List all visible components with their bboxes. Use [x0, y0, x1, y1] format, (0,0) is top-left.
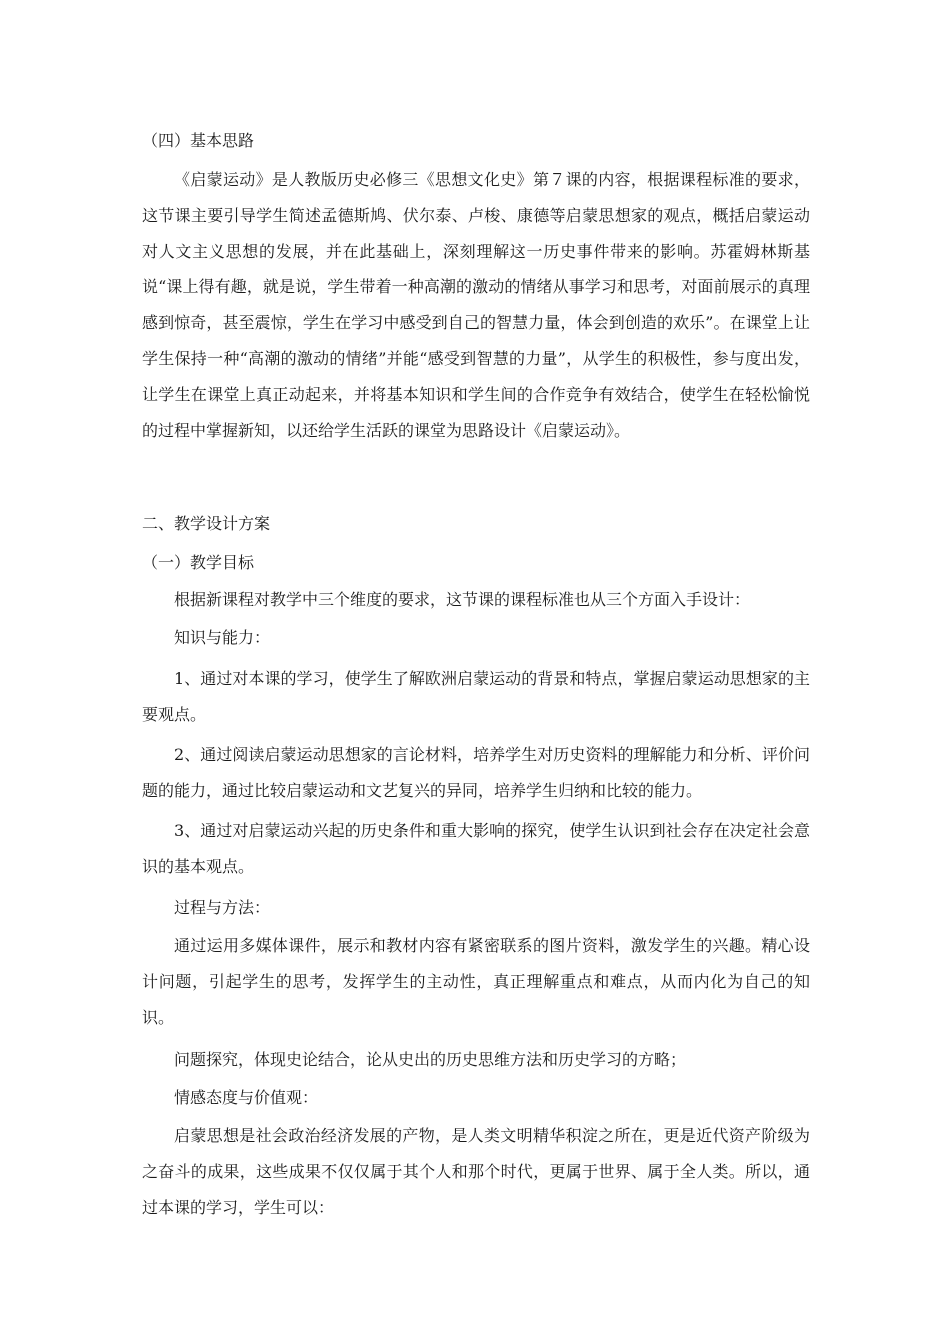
inquiry-paragraph: 问题探究，体现史论结合，论从史出的历史思维方法和历史学习的方略； — [174, 1050, 687, 1069]
goal-item-3: 3、通过对启蒙运动兴起的历史条件和重大影响的探究，使学生认识到社会存在决定社会意识的基本观点。 — [142, 821, 810, 876]
goals-intro: 根据新课程对教学中三个维度的要求，这节课的课程标准也从三个方面入手设计： — [174, 590, 751, 609]
part-two-heading: 二、教学设计方案 — [142, 514, 271, 533]
emotion-value-title: 情感态度与价值观： — [174, 1088, 319, 1107]
teaching-goals-heading: （一）教学目标 — [142, 553, 255, 572]
section-four-heading: （四）基本思路 — [142, 131, 255, 150]
section-four-paragraph: 《启蒙运动》是人教版历史必修三《思想文化史》第７课的内容，根据课程标准的要求，这节课主要引导学生简述孟德斯鸠、伏尔泰、卢梭、康德等启蒙思想家的观点，概括启蒙运动对人文主义思想的发展，并在此基础上，深刻理解这一历史事件带来的影响。苏霍姆林斯基说“课上得有趣，就是说，学生带着一种高潮的激动的情绪从事学习和思考，对面前展示的真理感到惊奇，甚至震惊，学生在学习中感受到自己的智慧力量，体会到创造的欢乐”。在课堂上让学生保持一种“高潮的激动的情绪”并能“感受到智慧的力量”，从学生的积极性，参与度出发，让学生在课堂上真正动起来，并将基本知识和学生间的合作竞争有效结合，使学生在轻松愉悦的过程中掌握新知，以还给学生活跃的课堂为思路设计《启蒙运动》。 — [142, 170, 810, 440]
goal-item-2: 2、通过阅读启蒙运动思想家的言论材料，培养学生对历史资料的理解能力和分析、评价问题的能力，通过比较启蒙运动和文艺复兴的异同，培养学生归纳和比较的能力。 — [142, 745, 810, 800]
knowledge-ability-title: 知识与能力： — [174, 628, 271, 647]
emotion-value-paragraph: 启蒙思想是社会政治经济发展的产物，是人类文明精华积淀之所在，更是近代资产阶级为之奋斗的成果，这些成果不仅仅属于其个人和那个时代，更属于世界、属于全人类。所以，通过本课的学习，学生可以： — [142, 1126, 810, 1217]
process-method-paragraph: 通过运用多媒体课件，展示和教材内容有紧密联系的图片资料，激发学生的兴趣。精心设计问题，引起学生的思考，发挥学生的主动性，真正理解重点和难点，从而内化为自己的知识。 — [142, 936, 810, 1027]
process-method-title: 过程与方法： — [174, 898, 271, 917]
goal-item-1: 1、通过对本课的学习，使学生了解欧洲启蒙运动的背景和特点，掌握启蒙运动思想家的主要观点。 — [142, 669, 810, 724]
